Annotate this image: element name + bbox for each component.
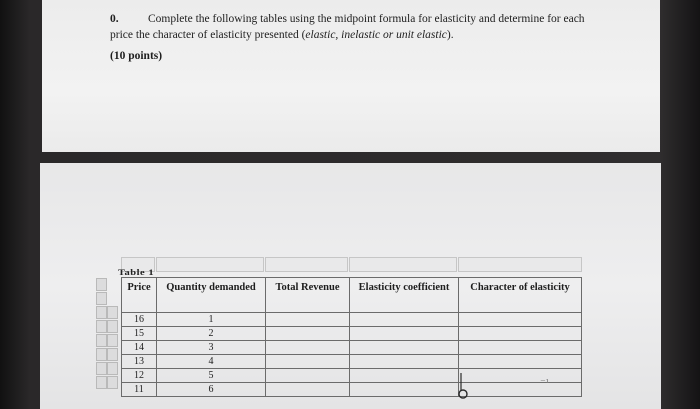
character-cell[interactable] <box>459 341 582 355</box>
header-price: Price <box>122 278 157 313</box>
question-line2-suffix: ). <box>446 29 454 41</box>
quantity-cell: 4 <box>157 355 266 369</box>
margin-box[interactable] <box>96 306 107 319</box>
price-cell: 14 <box>122 341 157 355</box>
question-line-1 <box>110 13 585 25</box>
ghost-input-box[interactable] <box>156 257 264 272</box>
total-revenue-cell[interactable] <box>266 313 350 327</box>
corner-mark: ⁻¹ <box>540 377 550 389</box>
header-total-revenue: Total Revenue <box>266 278 350 313</box>
price-cell: 15 <box>122 327 157 341</box>
total-revenue-cell[interactable] <box>266 341 350 355</box>
table-row <box>122 355 582 369</box>
table-row <box>122 341 582 355</box>
pen-marker-icon <box>456 373 470 399</box>
header-character-of-elasticity: Character of elasticity <box>459 278 582 313</box>
table-caption: Table 1 <box>118 268 155 277</box>
margin-box[interactable] <box>107 306 118 319</box>
margin-box[interactable] <box>96 376 107 389</box>
ghost-input-box[interactable] <box>265 257 348 272</box>
quantity-cell: 5 <box>157 369 266 383</box>
table-row <box>122 383 582 397</box>
elasticity-coefficient-cell[interactable] <box>350 369 459 383</box>
quantity-cell: 6 <box>157 383 266 397</box>
margin-box[interactable] <box>96 292 107 305</box>
character-cell[interactable] <box>459 383 582 397</box>
quantity-cell: 2 <box>157 327 266 341</box>
ghost-input-box[interactable] <box>458 257 582 272</box>
header-quantity-demanded: Quantity demanded <box>157 278 266 313</box>
margin-box[interactable] <box>96 278 107 291</box>
question-line2-prefix: price the character of elasticity presented ( <box>110 29 306 41</box>
character-cell[interactable] <box>459 327 582 341</box>
elasticity-coefficient-cell[interactable] <box>350 313 459 327</box>
margin-box[interactable] <box>96 348 107 361</box>
question-number: 0. <box>110 13 119 25</box>
character-cell[interactable] <box>459 355 582 369</box>
elasticity-coefficient-cell[interactable] <box>350 383 459 397</box>
margin-box[interactable] <box>107 362 118 375</box>
header-elasticity-coefficient: Elasticity coefficient <box>350 278 459 313</box>
elasticity-coefficient-cell[interactable] <box>350 355 459 369</box>
price-cell: 16 <box>122 313 157 327</box>
table-header-row <box>122 278 582 313</box>
margin-box[interactable] <box>96 362 107 375</box>
character-cell[interactable] <box>459 369 582 383</box>
margin-box[interactable] <box>96 334 107 347</box>
table-row <box>122 313 582 327</box>
question-instruction: Complete the following tables using the midpoint formula for elasticity and determine for each <box>148 13 585 25</box>
ghost-input-box[interactable] <box>349 257 457 272</box>
margin-box[interactable] <box>107 376 118 389</box>
character-cell[interactable] <box>459 313 582 327</box>
price-cell: 11 <box>122 383 157 397</box>
elasticity-table <box>121 277 582 397</box>
margin-box[interactable] <box>107 348 118 361</box>
margin-box[interactable] <box>107 320 118 333</box>
margin-box[interactable] <box>96 320 107 333</box>
total-revenue-cell[interactable] <box>266 369 350 383</box>
quantity-cell: 1 <box>157 313 266 327</box>
table-row <box>122 369 582 383</box>
question-points: (10 points) <box>110 50 163 62</box>
total-revenue-cell[interactable] <box>266 383 350 397</box>
question-line-2 <box>110 29 454 41</box>
elasticity-options: elastic, inelastic or unit elastic <box>305 29 447 41</box>
elasticity-coefficient-cell[interactable] <box>350 341 459 355</box>
price-cell: 12 <box>122 369 157 383</box>
quantity-cell: 3 <box>157 341 266 355</box>
elasticity-coefficient-cell[interactable] <box>350 327 459 341</box>
total-revenue-cell[interactable] <box>266 355 350 369</box>
total-revenue-cell[interactable] <box>266 327 350 341</box>
table-row <box>122 327 582 341</box>
margin-box[interactable] <box>107 334 118 347</box>
price-cell: 13 <box>122 355 157 369</box>
